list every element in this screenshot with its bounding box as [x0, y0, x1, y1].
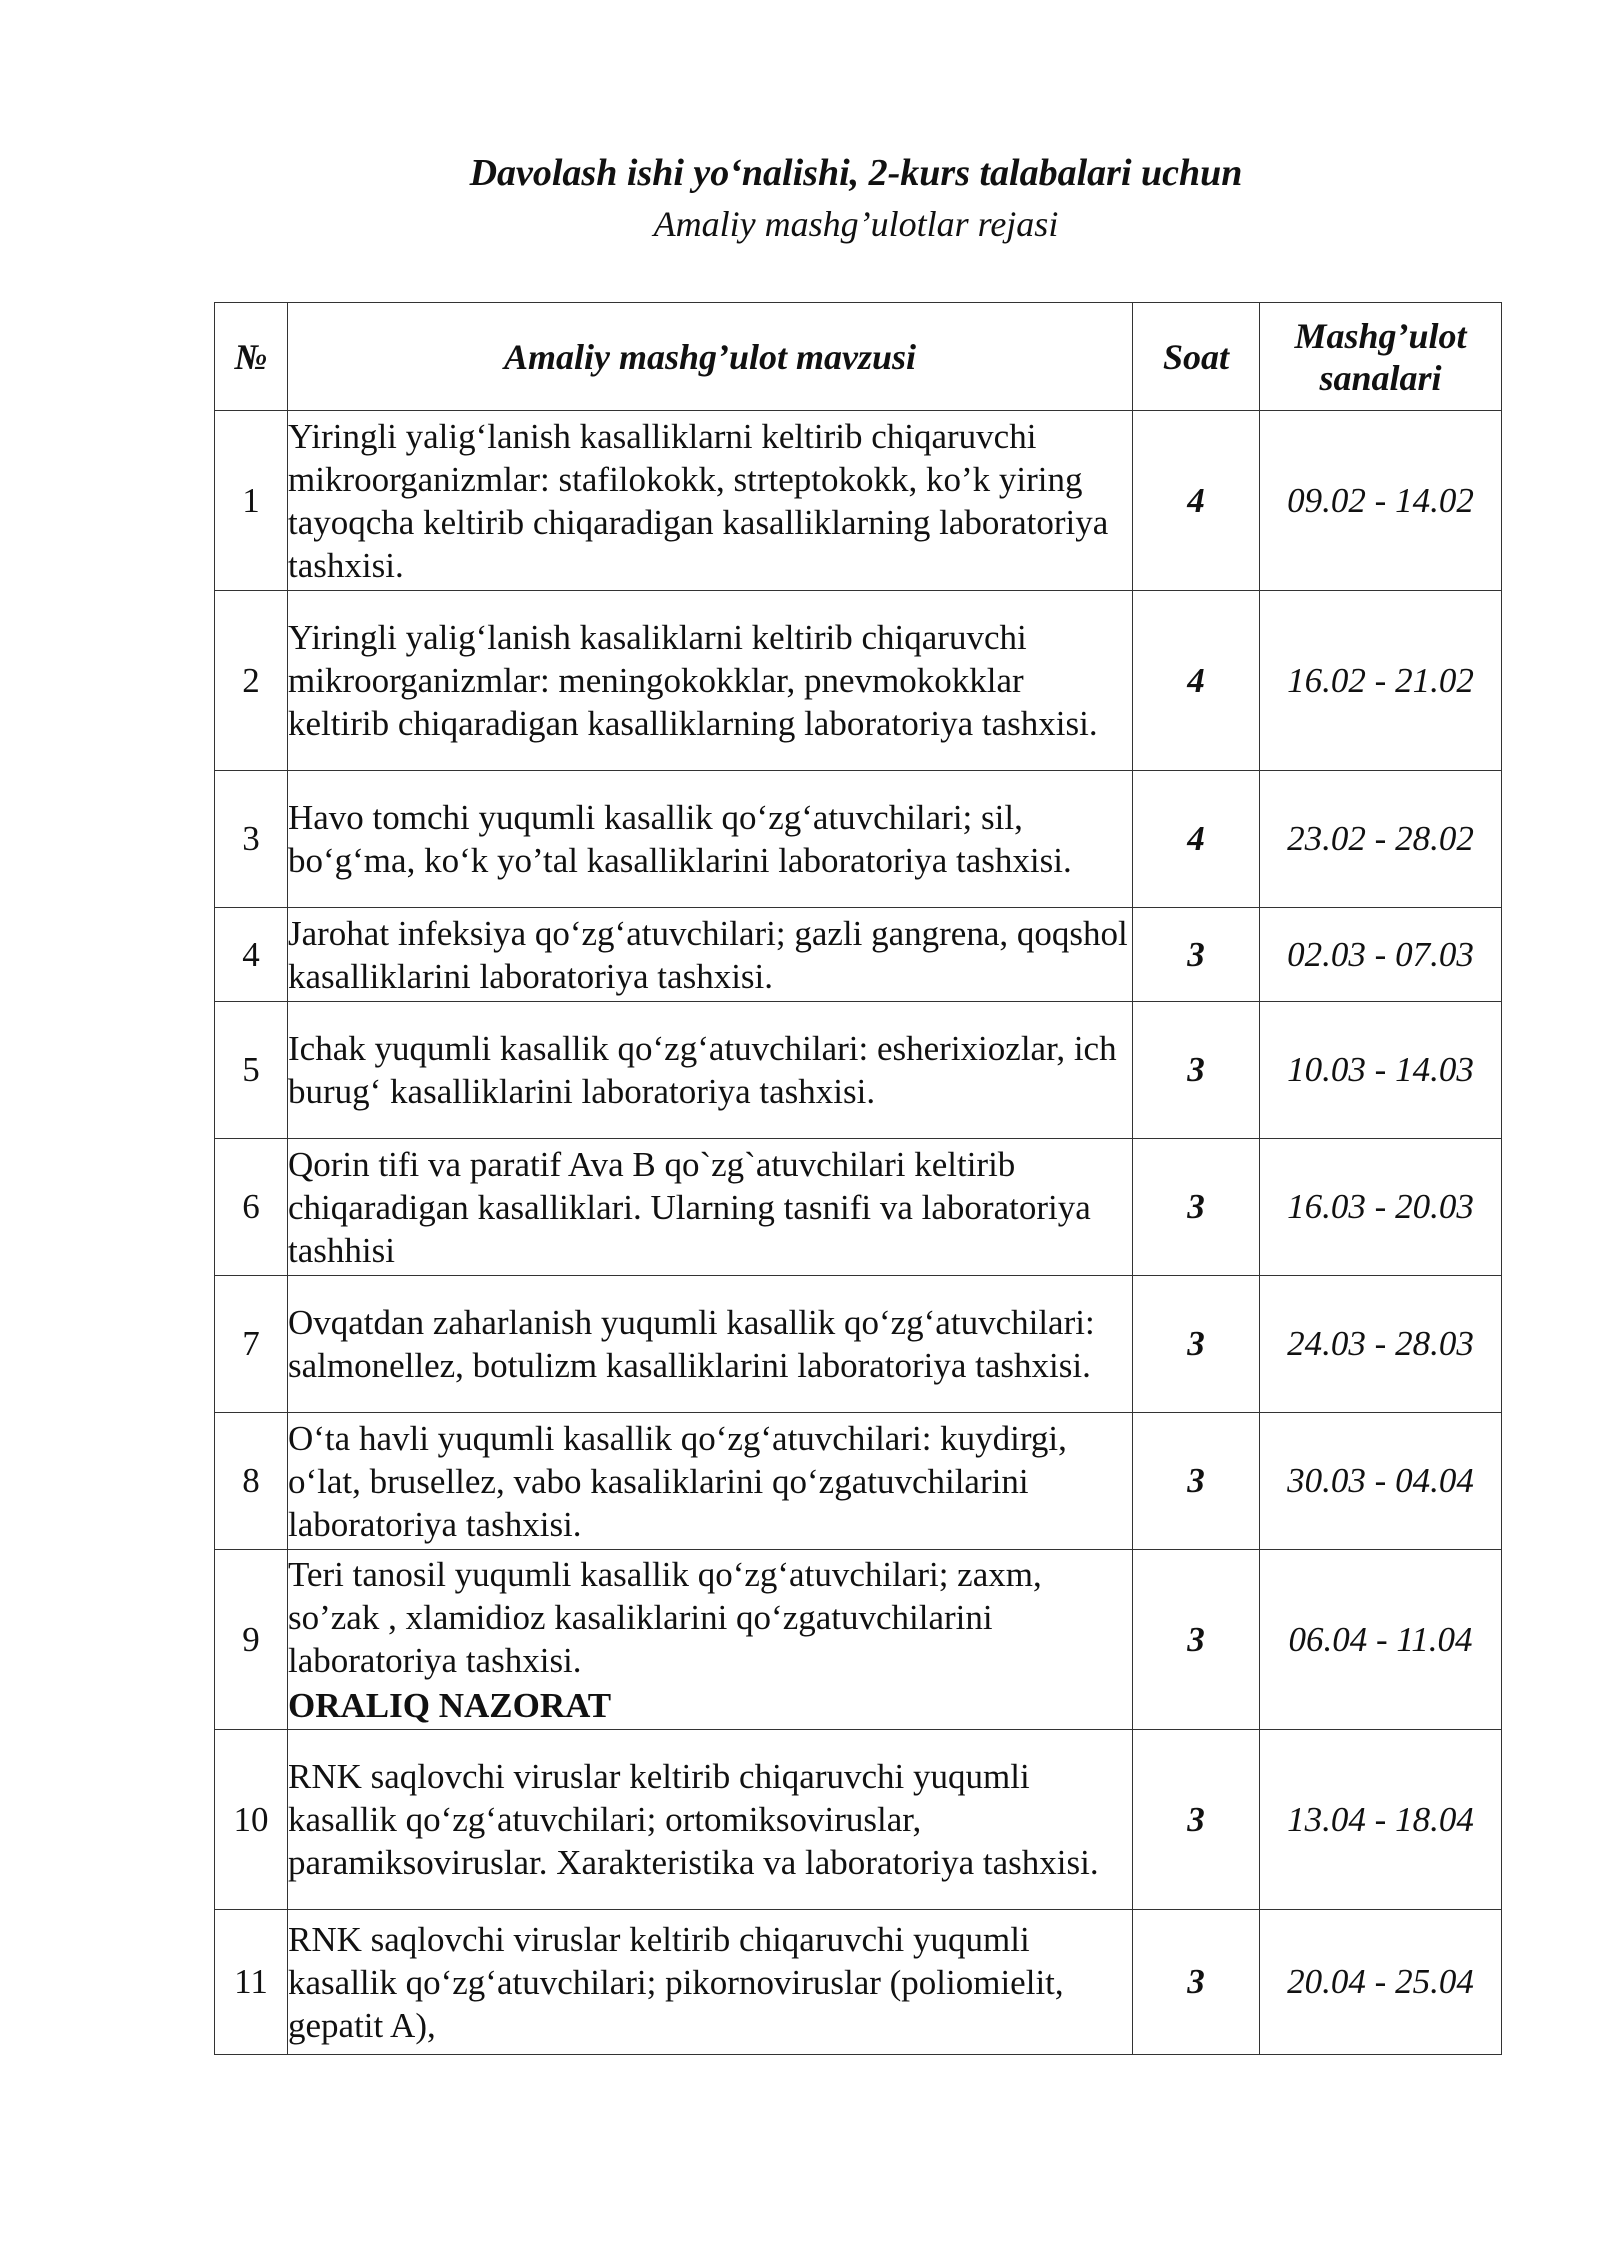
table-row: [215, 1550, 1502, 1730]
table-row: [215, 908, 1502, 1002]
row-dates: 23.02 - 28.02: [1260, 771, 1502, 908]
row-hours: 3: [1133, 1002, 1260, 1139]
row-topic: Yiringli yalig‘lanish kasaliklarni keltirib chiqaruvchi mikroorganizmlar: meningokokklar, pnevmokokklar keltirib chiqaradigan kasalliklarning laboratoriya tashxisi.: [288, 618, 1098, 743]
row-hours: 3: [1133, 1139, 1260, 1276]
row-topic-cell: [288, 1276, 1133, 1413]
row-number: 6: [215, 1139, 288, 1276]
row-number: 4: [215, 908, 288, 1002]
row-topic: Havo tomchi yuqumli kasallik qo‘zg‘atuvchilari; sil, bo‘g‘ma, ko‘k yo’tal kasalliklarini laboratoriya tashxisi.: [288, 798, 1072, 880]
column-header-dates: Mashg’ulot sanalari: [1260, 303, 1502, 411]
row-hours: 3: [1133, 1550, 1260, 1730]
row-dates: 16.02 - 21.02: [1260, 591, 1502, 771]
lesson-plan-table: [214, 302, 1502, 2055]
row-number: 7: [215, 1276, 288, 1413]
row-topic-cell: [288, 908, 1133, 1002]
row-topic: RNK saqlovchi viruslar keltirib chiqaruvchi yuqumli kasallik qo‘zg‘atuvchilari; ortomiksoviruslar, paramiksoviruslar. Xarakteristika va laboratoriya tashxisi.: [288, 1757, 1099, 1882]
row-hours: 3: [1133, 1413, 1260, 1550]
row-number: 1: [215, 411, 288, 591]
document-title: Davolash ishi yo‘nalishi, 2-kurs talabalari uchun: [469, 152, 1243, 194]
row-topic: Ovqatdan zaharlanish yuqumli kasallik qo‘zg‘atuvchilari: salmonellez, botulizm kasalliklarini laboratoriya tashxisi.: [288, 1303, 1095, 1385]
row-number: 8: [215, 1413, 288, 1550]
row-dates: 16.03 - 20.03: [1260, 1139, 1502, 1276]
row-topic: Qorin tifi va paratif Ava B qo`zg`atuvchilari keltirib chiqaradigan kasalliklari. Ularning tasnifi va laboratoriya tashhisi: [288, 1144, 1091, 1270]
row-dates: 20.04 - 25.04: [1260, 1910, 1502, 2055]
row-hours: 3: [1133, 1730, 1260, 1910]
row-hours: 3: [1133, 1276, 1260, 1413]
row-hours: 4: [1133, 771, 1260, 908]
row-topic-cell: [288, 591, 1133, 771]
table-row: [215, 591, 1502, 771]
table-header-row: [215, 303, 1502, 411]
row-topic: Teri tanosil yuqumli kasallik qo‘zg‘atuvchilari; zaxm, so’zak , xlamidioz kasaliklarini qo‘zgatuvchilarini laboratoriya tashxisi.: [288, 1554, 1042, 1680]
row-hours: 3: [1133, 1910, 1260, 2055]
column-header-hours: Soat: [1133, 303, 1260, 411]
row-dates: 06.04 - 11.04: [1260, 1550, 1502, 1730]
row-topic-cell: [288, 1730, 1133, 1910]
row-hours: 4: [1133, 591, 1260, 771]
row-topic-cell: [288, 1139, 1133, 1276]
row-dates: 10.03 - 14.03: [1260, 1002, 1502, 1139]
row-number: 10: [215, 1730, 288, 1910]
row-topic: Jarohat infeksiya qo‘zg‘atuvchilari; gazli gangrena, qoqshol kasalliklarini laboratoriya tashxisi.: [288, 913, 1128, 996]
table-row: [215, 411, 1502, 591]
row-number: 9: [215, 1550, 288, 1730]
row-number: 11: [215, 1910, 288, 2055]
row-topic-note: ORALIQ NAZORAT: [288, 1685, 612, 1725]
row-topic-cell: [288, 1550, 1133, 1730]
row-dates: 30.03 - 04.04: [1260, 1413, 1502, 1550]
row-dates: 02.03 - 07.03: [1260, 908, 1502, 1002]
row-topic-cell: [288, 1910, 1133, 2055]
table-row: [215, 1139, 1502, 1276]
row-hours: 3: [1133, 908, 1260, 1002]
row-topic-cell: [288, 1002, 1133, 1139]
row-dates: 09.02 - 14.02: [1260, 411, 1502, 591]
row-number: 3: [215, 771, 288, 908]
row-topic-cell: [288, 771, 1133, 908]
column-header-topic: Amaliy mashg’ulot mavzusi: [288, 303, 1133, 411]
row-topic: Yiringli yalig‘lanish kasalliklarni keltirib chiqaruvchi mikroorganizmlar: stafilokokk, strteptokokk, ko’k yiring tayoqcha keltirib chiqaradigan kasalliklarning laboratoriya tashxisi.: [288, 416, 1109, 585]
row-number: 2: [215, 591, 288, 771]
row-dates: 13.04 - 18.04: [1260, 1730, 1502, 1910]
row-hours: 4: [1133, 411, 1260, 591]
table-row: [215, 1413, 1502, 1550]
table-row: [215, 771, 1502, 908]
column-header-number: №: [215, 303, 288, 411]
table-row: [215, 1730, 1502, 1910]
row-number: 5: [215, 1002, 288, 1139]
table-body: [215, 411, 1502, 2055]
table-row: [215, 1910, 1502, 2055]
document-subtitle: Amaliy mashg’ulotlar rejasi: [653, 204, 1059, 244]
row-topic-cell: [288, 1413, 1133, 1550]
table-row: [215, 1002, 1502, 1139]
row-topic: O‘ta havli yuqumli kasallik qo‘zg‘atuvchilari: kuydirgi, o‘lat, brusellez, vabo kasaliklarini qo‘zgatuvchilarini laboratoriya tashxisi.: [288, 1418, 1067, 1544]
row-topic: Ichak yuqumli kasallik qo‘zg‘atuvchilari: esherixiozlar, ich burug‘ kasalliklarini laboratoriya tashxisi.: [288, 1029, 1117, 1111]
row-topic-cell: [288, 411, 1133, 591]
row-topic: RNK saqlovchi viruslar keltirib chiqaruvchi yuqumli kasallik qo‘zg‘atuvchilari; pikornoviruslar (poliomielit, gepatit A),: [288, 1919, 1064, 2045]
table-row: [215, 1276, 1502, 1413]
row-dates: 24.03 - 28.03: [1260, 1276, 1502, 1413]
